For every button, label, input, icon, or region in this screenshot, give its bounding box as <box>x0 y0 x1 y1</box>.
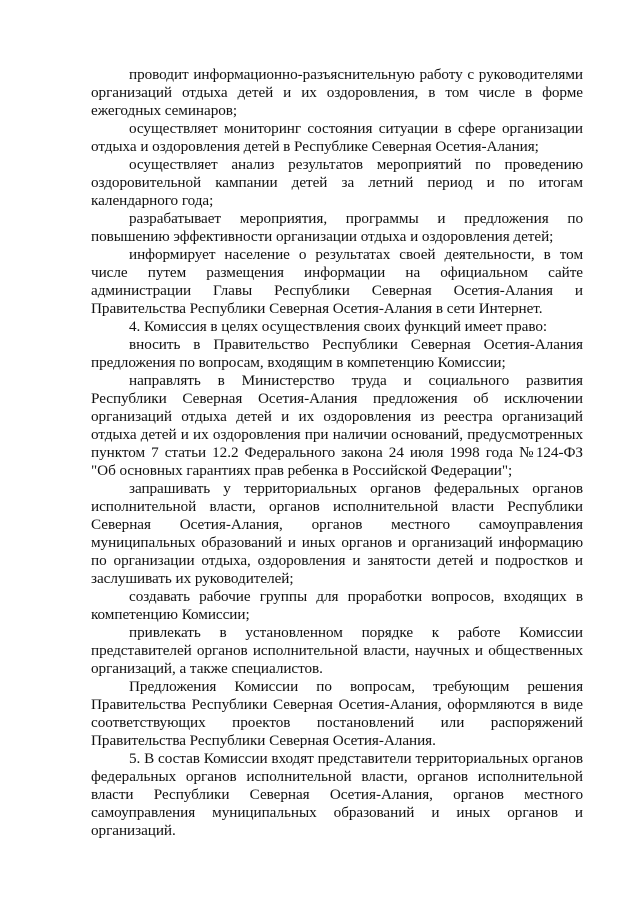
paragraph-create-working-groups: создавать рабочие группы для проработки вопросов, входящих в компетенцию Комиссии; <box>91 588 583 623</box>
paragraph-develops-measures: разрабатывает мероприятия, программы и предложения по повышению эффективности организации отдыха и оздоровления детей; <box>91 210 583 245</box>
paragraph-informs-public: информирует население о результатах своей деятельности, в том числе путем размещения информации на официальном сайте администрации Главы Республики Северная Осетия-Алания и Правительства Республики Северная Осетия-Алания в сети Интернет. <box>91 246 583 317</box>
paragraph-submit-proposals: вносить в Правительство Республики Северная Осетия-Алания предложения по вопросам, входящим в компетенцию Комиссии; <box>91 336 583 371</box>
paragraph-request-information: запрашивать у территориальных органов федеральных органов исполнительной власти, органов исполнительной власти Республики Северная Осетия-Алания, органов местного самоуправления муниципальных образований и иных органов и организаций информацию по организации отдыха, оздоровления и занятости детей и подростков и заслушивать их руководителей; <box>91 480 583 587</box>
paragraph-involve-representatives: привлекать в установленном порядке к работе Комиссии представителей органов исполнительной власти, научных и общественных организаций, а также специалистов. <box>91 624 583 677</box>
paragraph-section-5-composition: 5. В состав Комиссии входят представители территориальных органов федеральных органов исполнительной власти, органов исполнительной власти Республики Северная Осетия-Алания, органов местного самоуправления муниципальных образований и иных органов и организаций. <box>91 750 583 839</box>
paragraph-monitoring: осуществляет мониторинг состояния ситуации в сфере организации отдыха и оздоровления детей в Республике Северная Осетия-Алания; <box>91 120 583 155</box>
paragraph-section-4-heading: 4. Комиссия в целях осуществления своих функций имеет право: <box>129 318 548 335</box>
paragraph-conduct-outreach: проводит информационно-разъяснительную работу с руководителями организаций отдыха детей и их оздоровления, в том числе в форме ежегодных семинаров; <box>91 66 583 119</box>
paragraph-send-to-ministry: направлять в Министерство труда и социального развития Республики Северная Осетия-Алания предложения об исключении организаций отдыха детей и их оздоровления из реестра организаций отдыха детей и их оздоровления при наличии оснований, предусмотренных пунктом 7 статьи 12.2 Федерального закона 24 июля 1998 года №124-ФЗ "Об основных гарантиях прав ребенка в Российской Федерации"; <box>91 372 583 479</box>
paragraph-analysis: осуществляет анализ результатов мероприятий по проведению оздоровительной кампании детей за летний период и по итогам календарного года; <box>91 156 583 209</box>
paragraph-commission-proposals: Предложения Комиссии по вопросам, требующим решения Правительства Республики Северная Осетия-Алания, оформляются в виде соответствующих проектов постановлений или распоряжений Правительства Республики Северная Осетия-Алания. <box>91 678 583 749</box>
